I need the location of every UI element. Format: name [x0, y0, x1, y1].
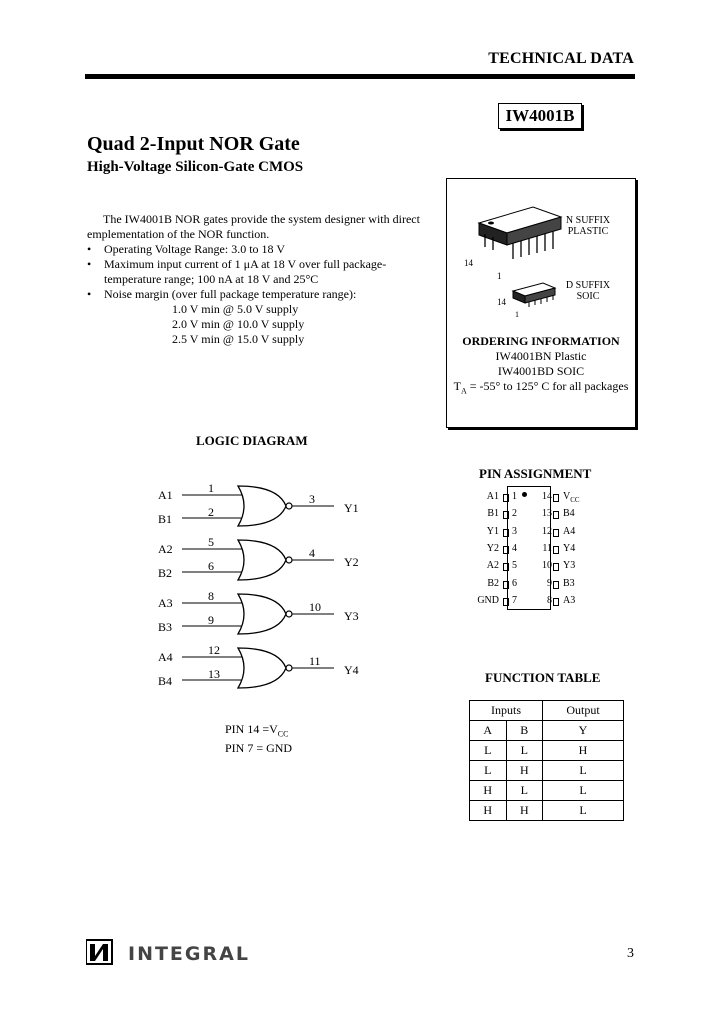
pin-number: 5 [512, 560, 517, 572]
ordering-info [447, 334, 635, 398]
table-cell: L [543, 761, 624, 781]
table-cell: L [543, 781, 624, 801]
pin-number: 2 [512, 508, 517, 520]
description [87, 212, 432, 347]
input-a-label: A1 [158, 488, 173, 502]
table-row [470, 761, 624, 781]
page-title: Quad 2-Input NOR Gate [87, 133, 300, 155]
table-cell: H [470, 781, 507, 801]
output-label: Y3 [344, 609, 359, 623]
pin-row-left [470, 525, 524, 539]
page-subtitle: High-Voltage Silicon-Gate CMOS [87, 159, 304, 175]
table-cell: L [470, 761, 507, 781]
pin-number: 10 [542, 560, 552, 572]
nor-gate-body [238, 540, 286, 580]
pin-lead [503, 511, 509, 519]
nor-gate-3 [158, 589, 359, 634]
pin-lead [553, 598, 559, 606]
noise-margin-line: 2.5 V min @ 15.0 V supply [172, 332, 305, 346]
input-b-label: B1 [158, 512, 173, 526]
soic-pin-14-label: 14 [497, 297, 506, 307]
brand-text: INTEGRAL [128, 943, 250, 965]
pin-row-right [530, 542, 610, 556]
pin-name: A4 [563, 525, 576, 537]
integral-logo-mark [86, 938, 256, 968]
table-cell: H [506, 801, 543, 821]
function-table-heading: FUNCTION TABLE [485, 670, 601, 685]
pin-name-wrap [563, 594, 575, 608]
pin-lead [553, 494, 559, 502]
nor-gate-body [238, 594, 286, 634]
pin-name: Y4 [563, 542, 576, 554]
pin-row-left [470, 594, 524, 608]
pin-lead [553, 529, 559, 537]
pin-number: 13 [542, 508, 552, 520]
feature-text: Operating Voltage Range: 3.0 to 18 V [104, 242, 285, 256]
inversion-bubble [286, 611, 292, 617]
n-suffix-text: N SUFFIX [565, 215, 611, 226]
pin-row-left [470, 542, 524, 556]
pin-number-label: 8 [208, 589, 214, 603]
part-number-box: IW4001B [498, 103, 582, 129]
d-suffix-text: D SUFFIX [565, 280, 611, 291]
pin-row-right [530, 490, 610, 504]
description-intro: The IW4001B NOR gates provide the system designer with direct emplementation of the NOR function. [87, 212, 420, 241]
header-label: TECHNICAL DATA [488, 50, 634, 67]
pin-name: B2 [487, 577, 499, 589]
pin-number: 8 [547, 594, 552, 606]
integral-logo [86, 938, 256, 973]
table-cell: L [470, 741, 507, 761]
pin-name: Y3 [563, 560, 576, 572]
d-suffix-type: SOIC [576, 291, 600, 302]
inversion-bubble [286, 503, 292, 509]
table-cell: H [543, 741, 624, 761]
pin7-note: PIN 7 = GND [225, 741, 293, 756]
nor-gate-body [238, 648, 286, 688]
pin-lead [503, 581, 509, 589]
pin-lead [503, 563, 509, 571]
table-cell: L [543, 801, 624, 821]
temp-symbol: T [453, 379, 461, 393]
pin-row-right [530, 559, 610, 573]
pin-lead [553, 546, 559, 554]
input-a-label: A3 [158, 596, 173, 610]
pin-name: V [563, 491, 571, 502]
pin-number-label: 5 [208, 535, 214, 549]
pin-number: 12 [542, 525, 552, 537]
dip-pin-1-label: 1 [497, 271, 502, 281]
ordering-line: IW4001BD SOIC [497, 364, 585, 378]
column-header: B [506, 721, 543, 741]
feature-text: Maximum input current of 1 μA at 18 V over full package-temperature range; 100 nA at 18 V and 25°C [104, 257, 387, 286]
pin-row-left [470, 507, 524, 521]
column-header: A [470, 721, 507, 741]
pin-assignment-heading: PIN ASSIGNMENT [479, 466, 592, 481]
pin-row-right [530, 577, 610, 591]
pin-name-wrap [563, 525, 575, 539]
inversion-bubble [286, 557, 292, 563]
pin-number: 1 [512, 491, 517, 502]
pin-lead [503, 598, 509, 606]
pin-name: A3 [563, 594, 576, 606]
dip-pin-14-label: 14 [464, 258, 473, 268]
temperature-range [447, 379, 635, 398]
pin-number-label: 9 [208, 613, 214, 627]
input-a-label: A2 [158, 542, 173, 556]
pin-row-left [470, 559, 524, 573]
pin-lead [553, 581, 559, 589]
pin-lead [553, 563, 559, 571]
table-cell: H [470, 801, 507, 821]
table-cell: H [506, 761, 543, 781]
pin-number-label: 2 [208, 505, 214, 519]
pin14-text: PIN 14 =V [225, 722, 278, 736]
table-cell: L [506, 741, 543, 761]
pin-number: 14 [542, 491, 552, 502]
pin-lead [553, 511, 559, 519]
pin-number-label: 3 [309, 492, 315, 506]
input-a-label: A4 [158, 650, 173, 664]
pin-number-label: 11 [309, 654, 321, 668]
page-number: 3 [627, 946, 634, 961]
pin-name: B3 [563, 577, 575, 589]
pin14-subscript: CC [277, 729, 289, 739]
pin-name-wrap [563, 577, 575, 591]
pin-number-label: 13 [208, 667, 220, 681]
pin-lead [503, 529, 509, 537]
feature-item: • Maximum input current of 1 μA at 18 V over full package-temperature range; 100 nA at 18 V and 25°C [87, 257, 387, 286]
pin-row-left [470, 577, 524, 591]
output-label: Y4 [344, 663, 359, 677]
inputs-group-header: Inputs [470, 701, 543, 721]
pin-lead [503, 494, 509, 502]
ordering-heading: ORDERING INFORMATION [462, 334, 620, 348]
feature-item: • Noise margin (over full package temperature range): [87, 287, 357, 301]
n-suffix-type: PLASTIC [567, 226, 609, 237]
pin-name-wrap [563, 559, 575, 573]
pin-number-label: 12 [208, 643, 220, 657]
logic-diagram-heading: LOGIC DIAGRAM [196, 433, 308, 448]
nor-gate-1 [158, 481, 359, 526]
d-suffix-label [553, 280, 623, 302]
pin-number-label: 1 [208, 481, 214, 495]
pin-name-wrap [563, 490, 580, 507]
pin-number-label: 4 [309, 546, 315, 560]
pin-number: 11 [542, 542, 552, 554]
input-b-label: B2 [158, 566, 173, 580]
pin-name: A2 [486, 560, 499, 572]
input-b-label: B4 [158, 674, 173, 688]
ordering-line: IW4001BN Plastic [495, 349, 587, 363]
pin-name: B4 [563, 508, 575, 520]
pin-name-wrap [563, 507, 575, 521]
pin-number: 4 [512, 542, 517, 554]
feature-item: • Operating Voltage Range: 3.0 to 18 V [87, 242, 285, 256]
output-label: Y1 [344, 501, 359, 515]
pin-name: B1 [487, 508, 499, 520]
pin-name: Y1 [486, 525, 499, 537]
pin-name: GND [477, 594, 499, 606]
power-pin-note [225, 722, 292, 755]
table-row [470, 781, 624, 801]
pin-number-label: 10 [309, 600, 321, 614]
n-suffix-label [553, 215, 623, 237]
logic-diagram [150, 478, 370, 698]
pin-lead [503, 546, 509, 554]
noise-margin-line: 2.0 V min @ 10.0 V supply [172, 317, 305, 331]
pin-row-right [530, 525, 610, 539]
feature-list [87, 242, 432, 302]
temp-range-text: = -55° to 125° C for all packages [466, 379, 629, 393]
header-rule [85, 74, 635, 79]
pin-row-right [530, 594, 610, 608]
output-label: Y2 [344, 555, 359, 569]
temp-subscript: A [460, 386, 467, 396]
nor-gate-2 [158, 535, 359, 580]
pin-name: A1 [486, 491, 499, 502]
table-row [470, 741, 624, 761]
pin-number: 6 [512, 577, 517, 589]
pin-name: Y2 [486, 542, 499, 554]
pin14-note [225, 722, 292, 741]
noise-margin-line: 1.0 V min @ 5.0 V supply [172, 302, 299, 316]
pin-number: 7 [512, 594, 517, 606]
column-header: Y [543, 721, 624, 741]
function-table [469, 700, 624, 821]
table-row [470, 801, 624, 821]
nor-gate-body [238, 486, 286, 526]
soic-package-illustration [509, 281, 559, 311]
pin-row-right [530, 507, 610, 521]
pin-name-subscript: CC [570, 496, 580, 504]
output-group-header: Output [543, 701, 624, 721]
feature-text: Noise margin (over full package temperature range): [104, 287, 357, 301]
input-b-label: B3 [158, 620, 173, 634]
inversion-bubble [286, 665, 292, 671]
soic-pin-1-label: 1 [515, 310, 519, 319]
table-cell: L [506, 781, 543, 801]
pin-number: 9 [547, 577, 552, 589]
pin-name-wrap [563, 542, 575, 556]
pin-row-left [470, 490, 524, 504]
pin-number-label: 6 [208, 559, 214, 573]
nor-gate-4 [158, 643, 359, 688]
pin-number: 3 [512, 525, 517, 537]
